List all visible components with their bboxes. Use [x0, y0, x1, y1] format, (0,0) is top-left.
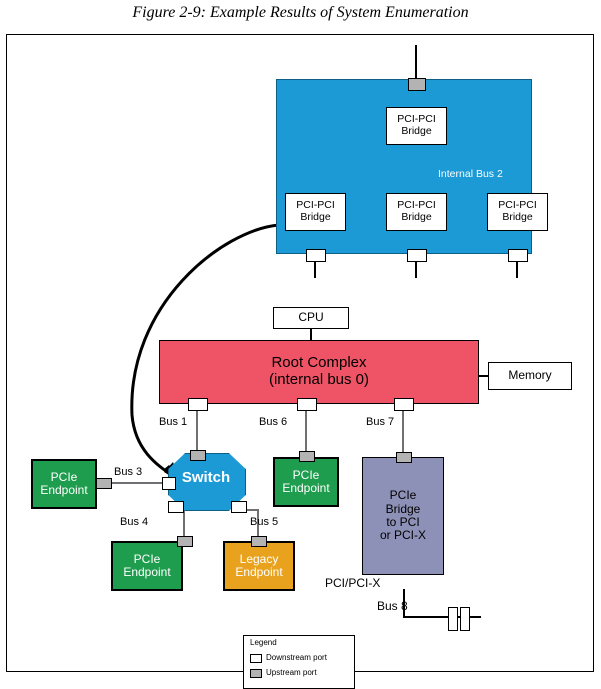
upstream-port-switch	[190, 450, 206, 461]
connector-center-downstream-stub	[415, 260, 417, 278]
ppb-left-line1: PCI-PCI	[296, 199, 335, 212]
memory-label: Memory	[508, 368, 552, 383]
pcie-bridge-line3: to PCI	[386, 515, 420, 529]
cpu-label: CPU	[298, 310, 324, 325]
pcie-endpoint-bus4	[111, 541, 183, 591]
connector-top-stub	[415, 45, 417, 79]
pcie-endpoint-bus4-line2: Endpoint	[123, 565, 171, 579]
bus-label-bus4: Bus 4	[120, 516, 149, 528]
internal-bus-2-label: Internal Bus 2	[438, 168, 503, 180]
bus-label-bus7: Bus 7	[366, 416, 395, 428]
legacy-endpoint-bus5	[223, 541, 295, 591]
root-complex	[159, 340, 479, 404]
pci-pci-bridge-right	[487, 193, 548, 231]
downstream-port-bus6	[297, 398, 317, 411]
diagram-frame	[6, 34, 594, 677]
root-complex-line2: (internal bus 0)	[268, 371, 370, 388]
pcix-device-2	[460, 607, 470, 631]
pcix-device-1	[448, 607, 458, 631]
bus-label-bus6: Bus 6	[259, 416, 288, 428]
pcie-endpoint-bus6-line1: PCIe	[292, 467, 320, 482]
figure-title: Figure 2-9: Example Results of System Enumeration	[132, 4, 469, 21]
pcie-bridge-to-pci	[362, 457, 444, 575]
bus-label-bus1: Bus 1	[159, 416, 188, 428]
upstream-port-switch-cluster	[408, 78, 426, 91]
connector-cpu-to-root-complex	[310, 329, 312, 340]
ppb-center-line1: PCI-PCI	[397, 199, 436, 212]
upstream-port-endpoint-bus4	[177, 536, 193, 547]
root-complex-line1: Root Complex	[271, 354, 367, 372]
pcie-endpoint-bus4-line1: PCIe	[133, 551, 161, 566]
downstream-port-bus1	[188, 398, 208, 411]
legend	[243, 635, 355, 689]
downstream-port-switch-bus5	[231, 501, 247, 513]
ppb-top-line2: Bridge	[401, 125, 432, 137]
legend-title: Legend	[250, 638, 277, 647]
legend-label-downstream: Downstream port	[266, 653, 327, 662]
connector-left-downstream-stub	[314, 260, 316, 278]
pcie-bridge-line2: Bridge	[385, 501, 421, 516]
upstream-port-endpoint-bus6	[299, 451, 315, 462]
legacy-endpoint-line2: Endpoint	[235, 565, 283, 579]
connector-right-downstream-stub	[516, 260, 518, 278]
pcie-bridge-line4: or PCI-X	[379, 528, 426, 543]
upstream-port-pcie-bridge	[396, 452, 412, 463]
ppb-right-line2: Bridge	[502, 211, 533, 223]
downstream-port-bus7	[394, 398, 414, 411]
ppb-right-line1: PCI-PCI	[498, 199, 537, 212]
pci-pci-bridge-center	[386, 193, 447, 231]
pci-pci-bridge-upstream	[386, 107, 447, 145]
pcie-endpoint-bus6-line2: Endpoint	[282, 481, 330, 495]
pcie-endpoint-bus3-line2: Endpoint	[40, 483, 88, 497]
downstream-port-cluster-right	[508, 249, 528, 262]
pcie-endpoint-bus6	[273, 457, 339, 507]
legend-label-upstream: Upstream port	[266, 668, 317, 677]
ppb-left-line2: Bridge	[300, 211, 331, 223]
downstream-port-switch-bus4	[168, 501, 184, 513]
downstream-port-switch-bus3	[162, 477, 176, 490]
switch-label: Switch	[181, 469, 231, 486]
bus-label-bus3: Bus 3	[114, 466, 143, 478]
bus-label-bus5: Bus 5	[250, 516, 279, 528]
upstream-port-endpoint-bus3	[96, 478, 112, 489]
connector-root-complex-to-memory	[479, 375, 488, 377]
pcie-endpoint-bus3-line1: PCIe	[50, 469, 78, 484]
cpu-box	[273, 307, 349, 329]
connector-bus6-line	[305, 404, 307, 457]
connector-bus7-line	[402, 404, 404, 457]
legacy-endpoint-line1: Legacy	[239, 551, 279, 566]
upstream-port-legacy-endpoint	[251, 536, 267, 547]
ppb-top-line1: PCI-PCI	[397, 113, 436, 126]
downstream-port-cluster-center	[407, 249, 427, 262]
bus-label-pci-pcix: PCI/PCI-X	[325, 576, 381, 590]
pci-pci-bridge-left	[285, 193, 346, 231]
bus-label-bus8: Bus 8	[377, 599, 408, 613]
memory-box	[488, 362, 572, 390]
pcie-endpoint-bus3	[31, 459, 97, 509]
pcie-bridge-line1: PCIe	[389, 488, 417, 503]
legend-swatch-downstream	[250, 654, 262, 663]
downstream-port-cluster-left	[306, 249, 326, 262]
ppb-center-line2: Bridge	[401, 211, 432, 223]
